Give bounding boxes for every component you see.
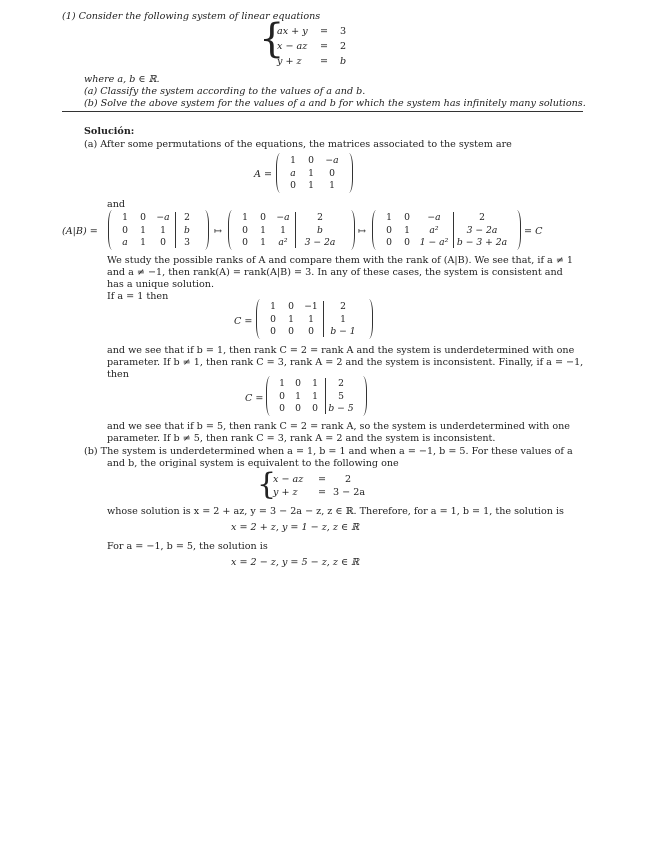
matrix-cell: 0: [404, 237, 410, 248]
matrix-cell: 2: [317, 212, 323, 223]
sys2-eq1-eq: =: [318, 474, 327, 485]
matrix-cell: 0: [242, 237, 248, 248]
matrix-cell: 0: [329, 167, 335, 179]
matrix-cell: 1: [122, 212, 128, 223]
matrix-cell: 0: [308, 155, 314, 166]
matrix-left-paren: [276, 153, 283, 193]
matrix-cell: 1: [290, 155, 296, 166]
matrix-cell: 1: [140, 237, 146, 248]
matrix-cell: 2: [184, 212, 190, 223]
sys2-eq1-lhs: x − az: [273, 474, 304, 485]
matrix-cell: 1: [308, 167, 314, 179]
part-b: (b) Solve the above system for the values of a and b for which the system has infinitely many solutions.: [84, 98, 586, 109]
matrix-cell: a: [290, 167, 296, 179]
C1-label: C =: [234, 316, 253, 327]
eq2-lhs: x − az: [277, 41, 308, 52]
matrix-M1: [108, 210, 208, 250]
matrix-cell: −1: [304, 301, 318, 312]
matrix-cell: 1: [288, 313, 294, 325]
matrix-cell: 1: [312, 378, 318, 389]
matrix-right-paren: [202, 210, 209, 250]
augment-bar: [295, 212, 296, 248]
sys2-eq2-rhs: 3 − 2a: [333, 487, 366, 498]
matrix-cell: 1: [295, 390, 301, 402]
part-b-line3: whose solution is x = 2 + az, y = 3 − 2a − z, z ∈ ℝ. Therefore, for a = 1, b = 1, the solution is: [107, 506, 564, 517]
matrix-cell: 0: [295, 403, 301, 414]
matrix-M3: [372, 210, 520, 250]
matrix-cell: b − 3 + 2a: [456, 237, 508, 248]
matrix-cell: 1: [140, 224, 146, 236]
p3-line2: parameter. If b ≠ 5, then rank C = 3, rank A = 2 and the system is inconsistent.: [107, 433, 496, 444]
matrix-cell: 0: [279, 390, 285, 402]
matrix-cell: 1: [404, 224, 410, 236]
matrix-cell: 1: [280, 224, 286, 236]
matrix-cell: b − 5: [328, 403, 354, 414]
matrix-cell: 0: [242, 224, 248, 236]
augment-bar: [175, 212, 176, 248]
eq1-rhs: 3: [340, 26, 347, 37]
matrix-cell: 0: [122, 224, 128, 236]
matrix-cell: −a: [156, 212, 170, 223]
matrix-cell: 5: [338, 390, 344, 402]
matrix-cell: b: [184, 224, 190, 236]
arrow-2: ↦: [358, 226, 367, 237]
matrix-cell: 0: [308, 326, 314, 337]
matrix-right-paren: [360, 376, 367, 416]
matrix-cell: 0: [288, 301, 294, 312]
matrix-cell: 0: [404, 212, 410, 223]
matrix-cell: −a: [325, 155, 339, 166]
matrix-right-paren: [348, 210, 355, 250]
eq2-eq: =: [320, 41, 329, 52]
equals-C: = C: [524, 226, 543, 237]
p2-line3: then: [107, 369, 129, 380]
augment-bar: [323, 301, 324, 337]
sys2-eq2-lhs: y + z: [273, 487, 298, 498]
sys2-eq1-rhs: 2: [345, 474, 352, 485]
matrix-cell: 0: [260, 212, 266, 223]
matrix-right-paren: [346, 153, 353, 193]
matrix-cell: 0: [140, 212, 146, 223]
matrix-cell: 0: [270, 326, 276, 337]
matrix-cell: 2: [479, 212, 485, 223]
solution-1: x = 2 + z, y = 1 − z, z ∈ ℝ: [231, 522, 360, 533]
eq3-rhs: b: [340, 56, 347, 67]
divider: [62, 111, 583, 112]
solution-2: x = 2 − z, y = 5 − z, z ∈ ℝ: [231, 557, 360, 568]
matrix-left-paren: [256, 299, 263, 339]
matrix-left-paren: [266, 376, 273, 416]
matrix-cell: 1: [270, 301, 276, 312]
matrix-cell: 3 − 2a: [304, 237, 336, 248]
eq3-eq: =: [320, 56, 329, 67]
A-label: A =: [254, 169, 273, 180]
part-a: (a) Classify the system according to the values of a and b.: [84, 86, 366, 97]
and-word: and: [107, 199, 126, 210]
matrix-cell: 3 − 2a: [466, 224, 498, 236]
matrix-cell: 1: [242, 212, 248, 223]
matrix-cell: 1: [279, 378, 285, 389]
matrix-cell: −a: [427, 212, 441, 223]
matrix-cell: 0: [160, 237, 166, 248]
matrix-cell: 0: [288, 326, 294, 337]
matrix-cell: 0: [312, 403, 318, 414]
matrix-right-paren: [514, 210, 521, 250]
p1-line4: If a = 1 then: [107, 291, 169, 302]
matrix-cell: 1: [260, 224, 266, 236]
matrix-cell: 1: [386, 212, 392, 223]
part-b-line4: For a = −1, b = 5, the solution is: [107, 541, 268, 552]
matrix-cell: 2: [340, 301, 346, 312]
matrix-left-paren: [108, 210, 115, 250]
matrix-M2: [228, 210, 354, 250]
p1-line1: We study the possible ranks of A and compare them with the rank of (A|B). We see that, if a ≠ 1: [107, 255, 574, 266]
p1-line2: and a ≠ −1, then rank(A) = rank(A|B) = 3. In any of these cases, the system is consistent and: [107, 267, 563, 278]
matrix-cell: 0: [290, 180, 296, 191]
augment-bar: [325, 378, 326, 414]
matrix-cell: a²: [278, 237, 288, 248]
eq1-lhs: ax + y: [277, 26, 308, 37]
system2-brace: {: [257, 467, 277, 502]
matrix-cell: 1: [308, 313, 314, 325]
eq2-rhs: 2: [340, 41, 347, 52]
problem-heading: (1) Consider the following system of linear equations: [62, 11, 321, 22]
matrix-cell: 1: [260, 237, 266, 248]
matrix-cell: 0: [386, 237, 392, 248]
matrix-cell: b: [317, 224, 323, 236]
part-b-line1: (b) The system is underdetermined when a = 1, b = 1 and when a = −1, b = 5. For these values of a: [84, 446, 573, 457]
matrix-right-paren: [366, 299, 373, 339]
matrix-cell: 1: [308, 180, 314, 191]
where-line: where a, b ∈ ℝ.: [84, 74, 160, 85]
matrix-A: [276, 153, 352, 193]
matrix-cell: −a: [276, 212, 290, 223]
sys2-eq2-eq: =: [318, 487, 327, 498]
matrix-cell: 1: [160, 224, 166, 236]
matrix-C2: [266, 376, 366, 416]
matrix-cell: 1 − a²: [419, 237, 449, 248]
matrix-cell: 1: [312, 390, 318, 402]
matrix-cell: 0: [386, 224, 392, 236]
part-a-intro: (a) After some permutations of the equations, the matrices associated to the system are: [84, 139, 512, 150]
part-b-line2: and b, the original system is equivalent to the following one: [107, 458, 399, 469]
p2-line2: parameter. If b ≠ 1, then rank C = 3, rank A = 2 and the system is inconsistent. Finally, if a = −1,: [107, 357, 584, 368]
AB-label: (A|B) =: [62, 226, 98, 237]
p2-line1: and we see that if b = 1, then rank C = 2 = rank A and the system is underdetermined with one: [107, 345, 575, 356]
matrix-left-paren: [372, 210, 379, 250]
matrix-cell: a: [122, 237, 128, 248]
p3-line1: and we see that if b = 5, then rank C = 2 = rank A, so the system is underdetermined with one: [107, 421, 570, 432]
matrix-cell: 0: [270, 313, 276, 325]
eq1-eq: =: [320, 26, 329, 37]
matrix-left-paren: [228, 210, 235, 250]
augment-bar: [453, 212, 454, 248]
matrix-C1: [256, 299, 372, 339]
arrow-1: ↦: [214, 226, 223, 237]
matrix-cell: a²: [429, 224, 439, 236]
p1-line3: has a unique solution.: [107, 279, 214, 290]
matrix-cell: 0: [295, 378, 301, 389]
matrix-cell: 2: [338, 378, 344, 389]
eq3-lhs: y + z: [277, 56, 302, 67]
matrix-cell: 1: [329, 180, 335, 191]
matrix-cell: b − 1: [330, 326, 356, 337]
C2-label: C =: [245, 393, 264, 404]
system-brace: {: [259, 16, 285, 62]
matrix-cell: 1: [340, 313, 346, 325]
matrix-cell: 0: [279, 403, 285, 414]
solution-title: Solución:: [84, 126, 135, 137]
matrix-cell: 3: [184, 237, 190, 248]
